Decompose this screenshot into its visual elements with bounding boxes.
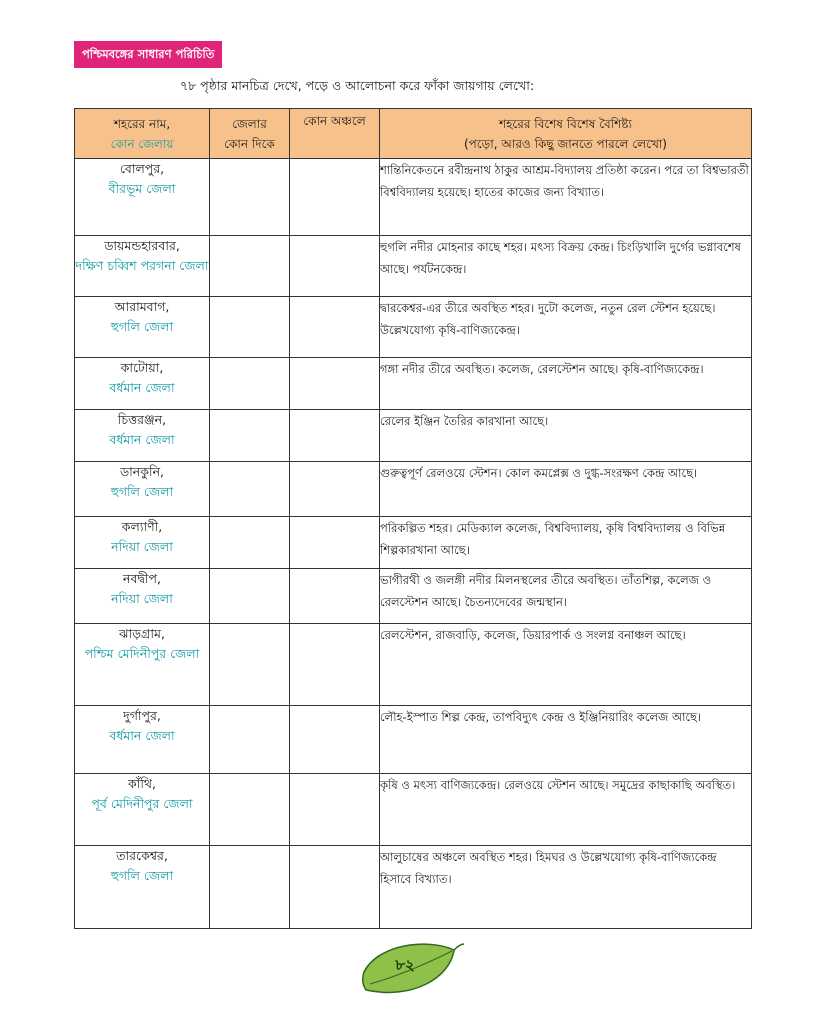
features-cell: পরিকল্পিত শহর। মেডিক্যাল কলেজ, বিশ্ববিদ্যালয়, কৃষি বিশ্ববিদ্যালয় ও বিভিন্ন শিল্পকারখানা আছে। xyxy=(380,517,752,569)
features-cell: গঙ্গা নদীর তীরে অবস্থিত। কলেজ, রেলস্টেশন আছে। কৃষি-বাণিজ্যকেন্দ্র। xyxy=(380,358,752,410)
direction-cell[interactable] xyxy=(210,462,290,517)
region-cell[interactable] xyxy=(290,517,380,569)
region-cell[interactable] xyxy=(290,410,380,462)
direction-cell[interactable] xyxy=(210,410,290,462)
col-header-region-label: কোন অঞ্চলে xyxy=(303,114,366,128)
col-header-direction-line1: জেলার xyxy=(232,116,267,131)
city-name: নবদ্বীপ, xyxy=(123,571,161,586)
region-cell[interactable] xyxy=(290,846,380,929)
city-cell xyxy=(75,297,210,358)
col-header-region xyxy=(290,109,380,159)
city-cell xyxy=(75,774,210,846)
city-name: দুর্গাপুর, xyxy=(123,708,161,723)
page-number: ৮২ xyxy=(395,956,415,974)
table-row xyxy=(75,846,752,929)
region-cell[interactable] xyxy=(290,706,380,774)
region-cell[interactable] xyxy=(290,159,380,236)
city-name: চিত্তরঞ্জন, xyxy=(117,412,167,427)
features-cell: লৌহ-ইস্পাত শিল্প কেন্দ্র, তাপবিদ্যুৎ কেন্দ্র ও ইঞ্জিনিয়ারিং কলেজ আছে। xyxy=(380,706,752,774)
section-tag: পশ্চিমবঙ্গের সাধারণ পরিচিতি xyxy=(74,41,222,68)
region-cell[interactable] xyxy=(290,624,380,706)
city-cell xyxy=(75,624,210,706)
region-cell[interactable] xyxy=(290,297,380,358)
district-name: নদিয়া জেলা xyxy=(111,539,173,554)
table-row xyxy=(75,410,752,462)
col-header-features-line1: শহরের বিশেষ বিশেষ বৈশিষ্ট্য xyxy=(499,116,632,131)
city-name: ডানকুনি, xyxy=(119,464,165,479)
district-name: দক্ষিণ চব্বিশ পরগনা জেলা xyxy=(75,258,209,273)
city-name: আরামবাগ, xyxy=(114,299,170,314)
district-name: হুগলি জেলা xyxy=(110,319,174,334)
district-name: পূর্ব মেদিনীপুর জেলা xyxy=(91,796,193,811)
district-name: নদিয়া জেলা xyxy=(111,591,173,606)
features-cell: দ্বারকেশ্বর-এর তীরে অবস্থিত শহর। দুটো কলেজ, নতুন রেল স্টেশন হয়েছে। উল্লেখযোগ্য কৃষি-বাণিজ্যকেন্দ্র। xyxy=(380,297,752,358)
table-row xyxy=(75,569,752,624)
col-header-features xyxy=(380,109,752,159)
direction-cell[interactable] xyxy=(210,159,290,236)
city-cell xyxy=(75,462,210,517)
district-name: বর্ধমান জেলা xyxy=(109,728,175,743)
page-number-leaf xyxy=(358,938,466,1002)
direction-cell[interactable] xyxy=(210,846,290,929)
district-name: পশ্চিম মেদিনীপুর জেলা xyxy=(84,646,200,661)
features-cell: কৃষি ও মৎস্য বাণিজ্যকেন্দ্র। রেলওয়ে স্টেশন আছে। সমুদ্রের কাছাকাছি অবস্থিত। xyxy=(380,774,752,846)
region-cell[interactable] xyxy=(290,774,380,846)
table-row xyxy=(75,462,752,517)
city-name: কল্যাণী, xyxy=(121,519,163,534)
features-cell: রেলস্টেশন, রাজবাড়ি, কলেজ, ডিয়ারপার্ক ও সংলগ্ন বনাঞ্চল আছে। xyxy=(380,624,752,706)
region-cell[interactable] xyxy=(290,358,380,410)
table-row xyxy=(75,159,752,236)
direction-cell[interactable] xyxy=(210,236,290,297)
direction-cell[interactable] xyxy=(210,624,290,706)
city-cell xyxy=(75,236,210,297)
table-row xyxy=(75,297,752,358)
col-header-city-line2: কোন জেলায় xyxy=(110,136,174,151)
city-cell xyxy=(75,846,210,929)
col-header-city xyxy=(75,109,210,159)
city-cell xyxy=(75,706,210,774)
direction-cell[interactable] xyxy=(210,774,290,846)
region-cell[interactable] xyxy=(290,569,380,624)
direction-cell[interactable] xyxy=(210,297,290,358)
city-name: ঝাড়গ্রাম, xyxy=(119,626,165,641)
city-name: ডায়মন্ডহারবার, xyxy=(104,238,180,253)
col-header-direction xyxy=(210,109,290,159)
direction-cell[interactable] xyxy=(210,358,290,410)
direction-cell[interactable] xyxy=(210,517,290,569)
table-row xyxy=(75,236,752,297)
city-cell xyxy=(75,358,210,410)
features-cell: রেলের ইঞ্জিন তৈরির কারখানা আছে। xyxy=(380,410,752,462)
instruction-text: ৭৮ পৃষ্ঠার মানচিত্র দেখে, পড়ে ও আলোচনা করে ফাঁকা জায়গায় লেখো: xyxy=(180,78,535,93)
city-name: তারকেশ্বর, xyxy=(116,848,168,863)
table-row xyxy=(75,517,752,569)
city-cell xyxy=(75,569,210,624)
city-name: কাটোয়া, xyxy=(120,360,164,375)
features-cell: ভাগীরথী ও জলঙ্গী নদীর মিলনস্থলের তীরে অবস্থিত। তাঁতশিল্প, কলেজ ও রেলস্টেশন আছে। চৈতন্যদেবের জন্মস্থান। xyxy=(380,569,752,624)
district-name: বর্ধমান জেলা xyxy=(109,380,175,395)
district-name: বর্ধমান জেলা xyxy=(109,432,175,447)
features-cell: আলুচাষের অঞ্চলে অবস্থিত শহর। হিমঘর ও উল্লেখযোগ্য কৃষি-বাণিজ্যকেন্দ্র হিসাবে বিখ্যাত। xyxy=(380,846,752,929)
city-name: বোলপুর, xyxy=(119,161,165,176)
col-header-direction-line2: কোন দিকে xyxy=(224,136,275,151)
table-header-row xyxy=(75,109,752,159)
district-name: হুগলি জেলা xyxy=(110,484,174,499)
city-table xyxy=(74,108,752,929)
features-cell: হুগলি নদীর মোহনার কাছে শহর। মৎস্য বিক্রয় কেন্দ্র। চিংড়িখালি দুর্গের ভগ্নাবশেষ আছে। পর্যটনকেন্দ্র। xyxy=(380,236,752,297)
direction-cell[interactable] xyxy=(210,569,290,624)
direction-cell[interactable] xyxy=(210,706,290,774)
district-name: হুগলি জেলা xyxy=(110,868,174,883)
district-name: বীরভূম জেলা xyxy=(108,181,176,196)
features-cell: গুরুত্বপূর্ণ রেলওয়ে স্টেশন। কোল কমপ্লেক্স ও দুগ্ধ-সংরক্ষণ কেন্দ্র আছে। xyxy=(380,462,752,517)
region-cell[interactable] xyxy=(290,462,380,517)
features-cell: শান্তিনিকেতনে রবীন্দ্রনাথ ঠাকুর আশ্রম-বিদ্যালয় প্রতিষ্ঠা করেন। পরে তা বিশ্বভারতী বিশ্ববিদ্যালয় হয়েছে। হাতের কাজের জন্য বিখ্যাত। xyxy=(380,159,752,236)
region-cell[interactable] xyxy=(290,236,380,297)
city-cell xyxy=(75,410,210,462)
col-header-features-line2: (পড়ো, আরও কিছু জানতে পারলে লেখো) xyxy=(464,136,667,151)
col-header-city-line1: শহরের নাম, xyxy=(113,116,171,131)
table-row xyxy=(75,624,752,706)
city-cell xyxy=(75,517,210,569)
table-row xyxy=(75,774,752,846)
table-row xyxy=(75,706,752,774)
city-name: কাঁথি, xyxy=(127,776,156,791)
table-row xyxy=(75,358,752,410)
city-cell xyxy=(75,159,210,236)
